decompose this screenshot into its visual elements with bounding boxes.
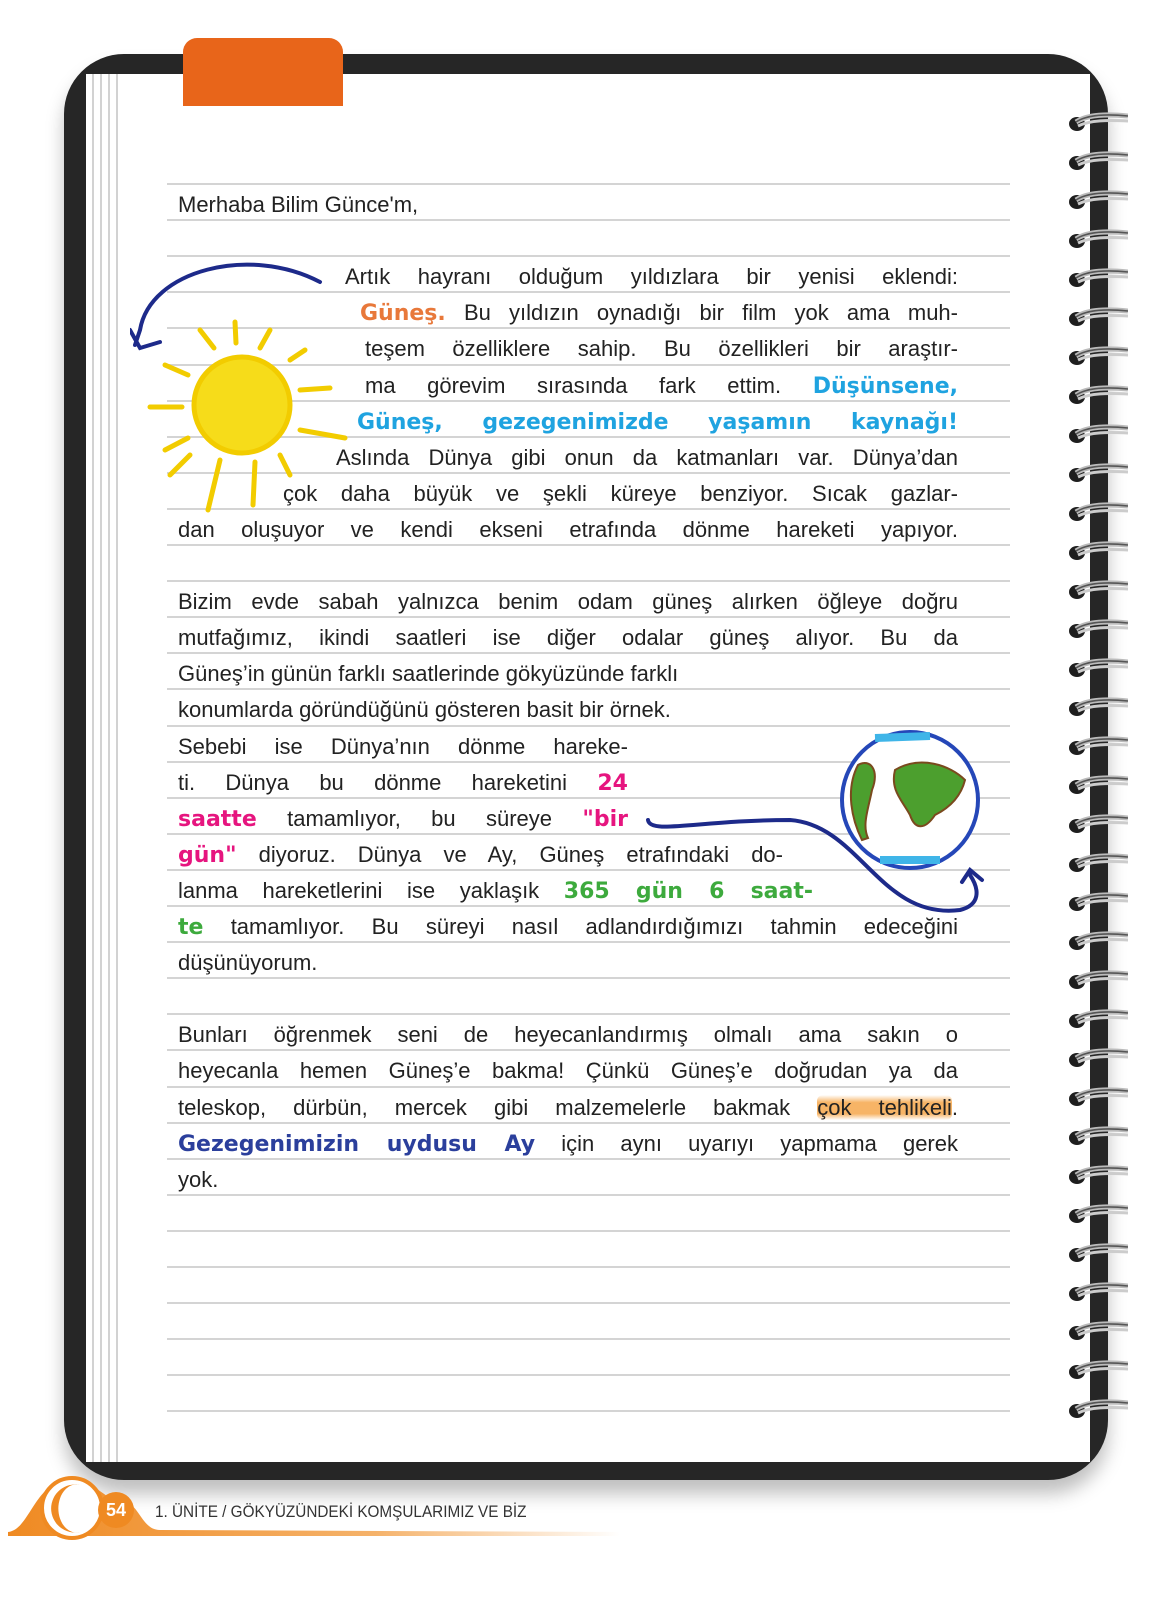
spiral-ring-icon [1068, 1360, 1128, 1380]
spiral-ring-icon [1068, 619, 1128, 639]
ruled-line [167, 1013, 1010, 1015]
highlighted-phrase: Güneş. [360, 301, 446, 327]
margin-line [92, 74, 94, 1462]
spiral-ring-icon [1068, 697, 1128, 717]
text-line [178, 729, 628, 765]
text-line [178, 837, 783, 873]
text-segment: teleskop, dürbün, mercek gibi malzemelerle bakmak [178, 1094, 818, 1120]
text-line [178, 1017, 958, 1053]
highlighted-phrase: Güneş, gezegenimizde yaşamın kaynağı! [357, 409, 958, 435]
spiral-ring-icon [1068, 775, 1128, 795]
page-number: 54 [98, 1492, 134, 1528]
ruled-line [167, 1338, 1010, 1340]
spiral-ring-icon [1068, 424, 1128, 444]
text-segment: Bizim evde sabah yalnızca benim odam güneş alırken öğleye doğru [178, 589, 958, 615]
spiral-ring-icon [1068, 112, 1128, 132]
highlighted-phrase: saatte [178, 806, 257, 832]
spiral-ring-icon [1068, 346, 1128, 366]
spiral-ring-icon [1068, 1282, 1128, 1302]
text-line [365, 331, 958, 367]
text-line [178, 512, 958, 548]
text-line [178, 909, 958, 945]
text-segment: Aslında Dünya gibi onun da katmanları var. Dünya’dan [336, 444, 958, 470]
ruled-line [167, 1410, 1010, 1412]
spiral-ring-icon [1068, 463, 1128, 483]
text-segment: tamamlıyor, bu süreye [256, 805, 583, 831]
highlighted-phrase: te [178, 915, 204, 940]
spiral-ring-icon [1068, 1204, 1128, 1224]
text-line [357, 404, 958, 440]
text-segment: düşünüyorum. [178, 950, 318, 976]
spiral-ring-icon [1068, 502, 1128, 522]
text-segment: için aynı uyarıyı yapmama gerek [535, 1130, 958, 1156]
text-segment: heyecanla hemen Güneş’e bakma! Çünkü Güneş’e doğrudan ya da [178, 1058, 958, 1084]
spiral-ring-icon [1068, 307, 1128, 327]
spiral-ring-icon [1068, 151, 1128, 171]
highlighted-phrase: Düşünsene, [812, 373, 958, 399]
highlighted-phrase: "bir [582, 806, 628, 832]
ruled-line [167, 580, 1010, 582]
ruled-line [167, 1374, 1010, 1376]
curved-arrow-icon [130, 265, 320, 348]
text-segment: ma görevim sırasında fark ettim. [365, 372, 813, 398]
text-segment: teşem özelliklere sahip. Bu özellikleri bir araştır- [365, 336, 958, 362]
spiral-ring-icon [1068, 736, 1128, 756]
text-segment: Bunları öğrenmek seni de heyecanlandırmış olmalı ama sakın o [178, 1022, 958, 1048]
spiral-ring-icon [1068, 853, 1128, 873]
spiral-ring-icon [1068, 268, 1128, 288]
spiral-ring-icon [1068, 190, 1128, 210]
spiral-ring-icon [1068, 229, 1128, 249]
text-line [178, 187, 978, 223]
ruled-line [167, 1266, 1010, 1268]
highlighted-phrase: gün" [178, 842, 237, 868]
text-line [178, 1126, 958, 1162]
spiral-ring-icon [1068, 1048, 1128, 1068]
ruled-line [167, 183, 1010, 185]
text-segment: tamamlıyor. Bu süreyi nasıl adlandırdığımızı tahmin edeceğini [203, 914, 958, 939]
margin-line [100, 74, 102, 1462]
text-line [178, 620, 958, 656]
text-line [345, 259, 958, 295]
text-segment: çok daha büyük ve şekli küreye benziyor. Sıcak gazlar- [283, 480, 958, 506]
text-segment: Sebebi ise Dünya’nın dönme hareke- [178, 733, 628, 759]
spiral-ring-icon [1068, 541, 1128, 561]
ruled-line [167, 1230, 1010, 1232]
text-segment: dan oluşuyor ve kendi ekseni etrafında dönme hareketi yapıyor. [178, 516, 958, 542]
highlighted-phrase: 24 [597, 770, 628, 796]
moon-logo-icon [0, 1460, 620, 1540]
highlighted-phrase: 365 gün 6 saat- [563, 878, 813, 904]
text-segment: yok. [178, 1166, 219, 1192]
spiral-ring-icon [1068, 931, 1128, 951]
text-segment: Merhaba Bilim Günce'm, [178, 192, 419, 217]
margin-line [108, 74, 110, 1462]
text-segment: . [951, 1094, 959, 1120]
text-segment: ti. Dünya bu dönme hareketini [178, 769, 598, 795]
spiral-ring-icon [1068, 1243, 1128, 1263]
ruled-line [167, 1302, 1010, 1304]
text-line [178, 656, 818, 692]
text-segment: konumlarda göründüğünü gösteren basit bir örnek. [178, 697, 671, 723]
text-line [178, 945, 578, 981]
text-segment: diyoruz. Dünya ve Ay, Güneş etrafındaki do- [236, 841, 783, 867]
text-line [178, 692, 818, 728]
text-line [178, 584, 958, 620]
unit-title: 1. ÜNİTE / GÖKYÜZÜNDEKİ KOMŞULARIMIZ VE BİZ [155, 1502, 527, 1521]
spiral-ring-icon [1068, 970, 1128, 990]
text-line [178, 801, 628, 837]
margin-line [116, 74, 118, 1462]
text-line [178, 765, 628, 801]
spiral-ring-icon [1068, 1321, 1128, 1341]
highlighted-phrase: Gezegenimizin uydusu Ay [178, 1131, 536, 1157]
spiral-ring-icon [1068, 580, 1128, 600]
text-segment: Bu yıldızın oynadığı bir film yok ama muh- [445, 300, 958, 326]
text-line [178, 1053, 958, 1089]
text-line [360, 295, 958, 331]
notebook-tab [183, 38, 343, 106]
spiral-ring-icon [1068, 1399, 1128, 1419]
spiral-ring-icon [1068, 1087, 1128, 1107]
text-segment: Güneş’in günün farklı saatlerinde gökyüzünde farklı [178, 661, 679, 687]
text-segment: lanma hareketlerini ise yaklaşık [178, 877, 564, 903]
text-segment: mutfağımız, ikindi saatleri ise diğer odalar güneş alıyor. Bu da [178, 625, 958, 651]
spiral-ring-icon [1068, 1165, 1128, 1185]
marker-highlight: çok tehlikeli [817, 1094, 952, 1120]
spiral-ring-icon [1068, 658, 1128, 678]
spiral-ring-icon [1068, 1126, 1128, 1146]
spiral-ring-icon [1068, 892, 1128, 912]
text-line [178, 873, 813, 909]
text-line [283, 476, 958, 512]
text-line [178, 1162, 478, 1198]
text-line [336, 440, 958, 476]
spiral-ring-icon [1068, 385, 1128, 405]
text-line [178, 1090, 958, 1126]
spiral-ring-icon [1068, 814, 1128, 834]
text-segment: Artık hayranı olduğum yıldızlara bir yenisi eklendi: [345, 264, 958, 290]
spiral-ring-icon [1068, 1009, 1128, 1029]
text-line [365, 368, 958, 404]
